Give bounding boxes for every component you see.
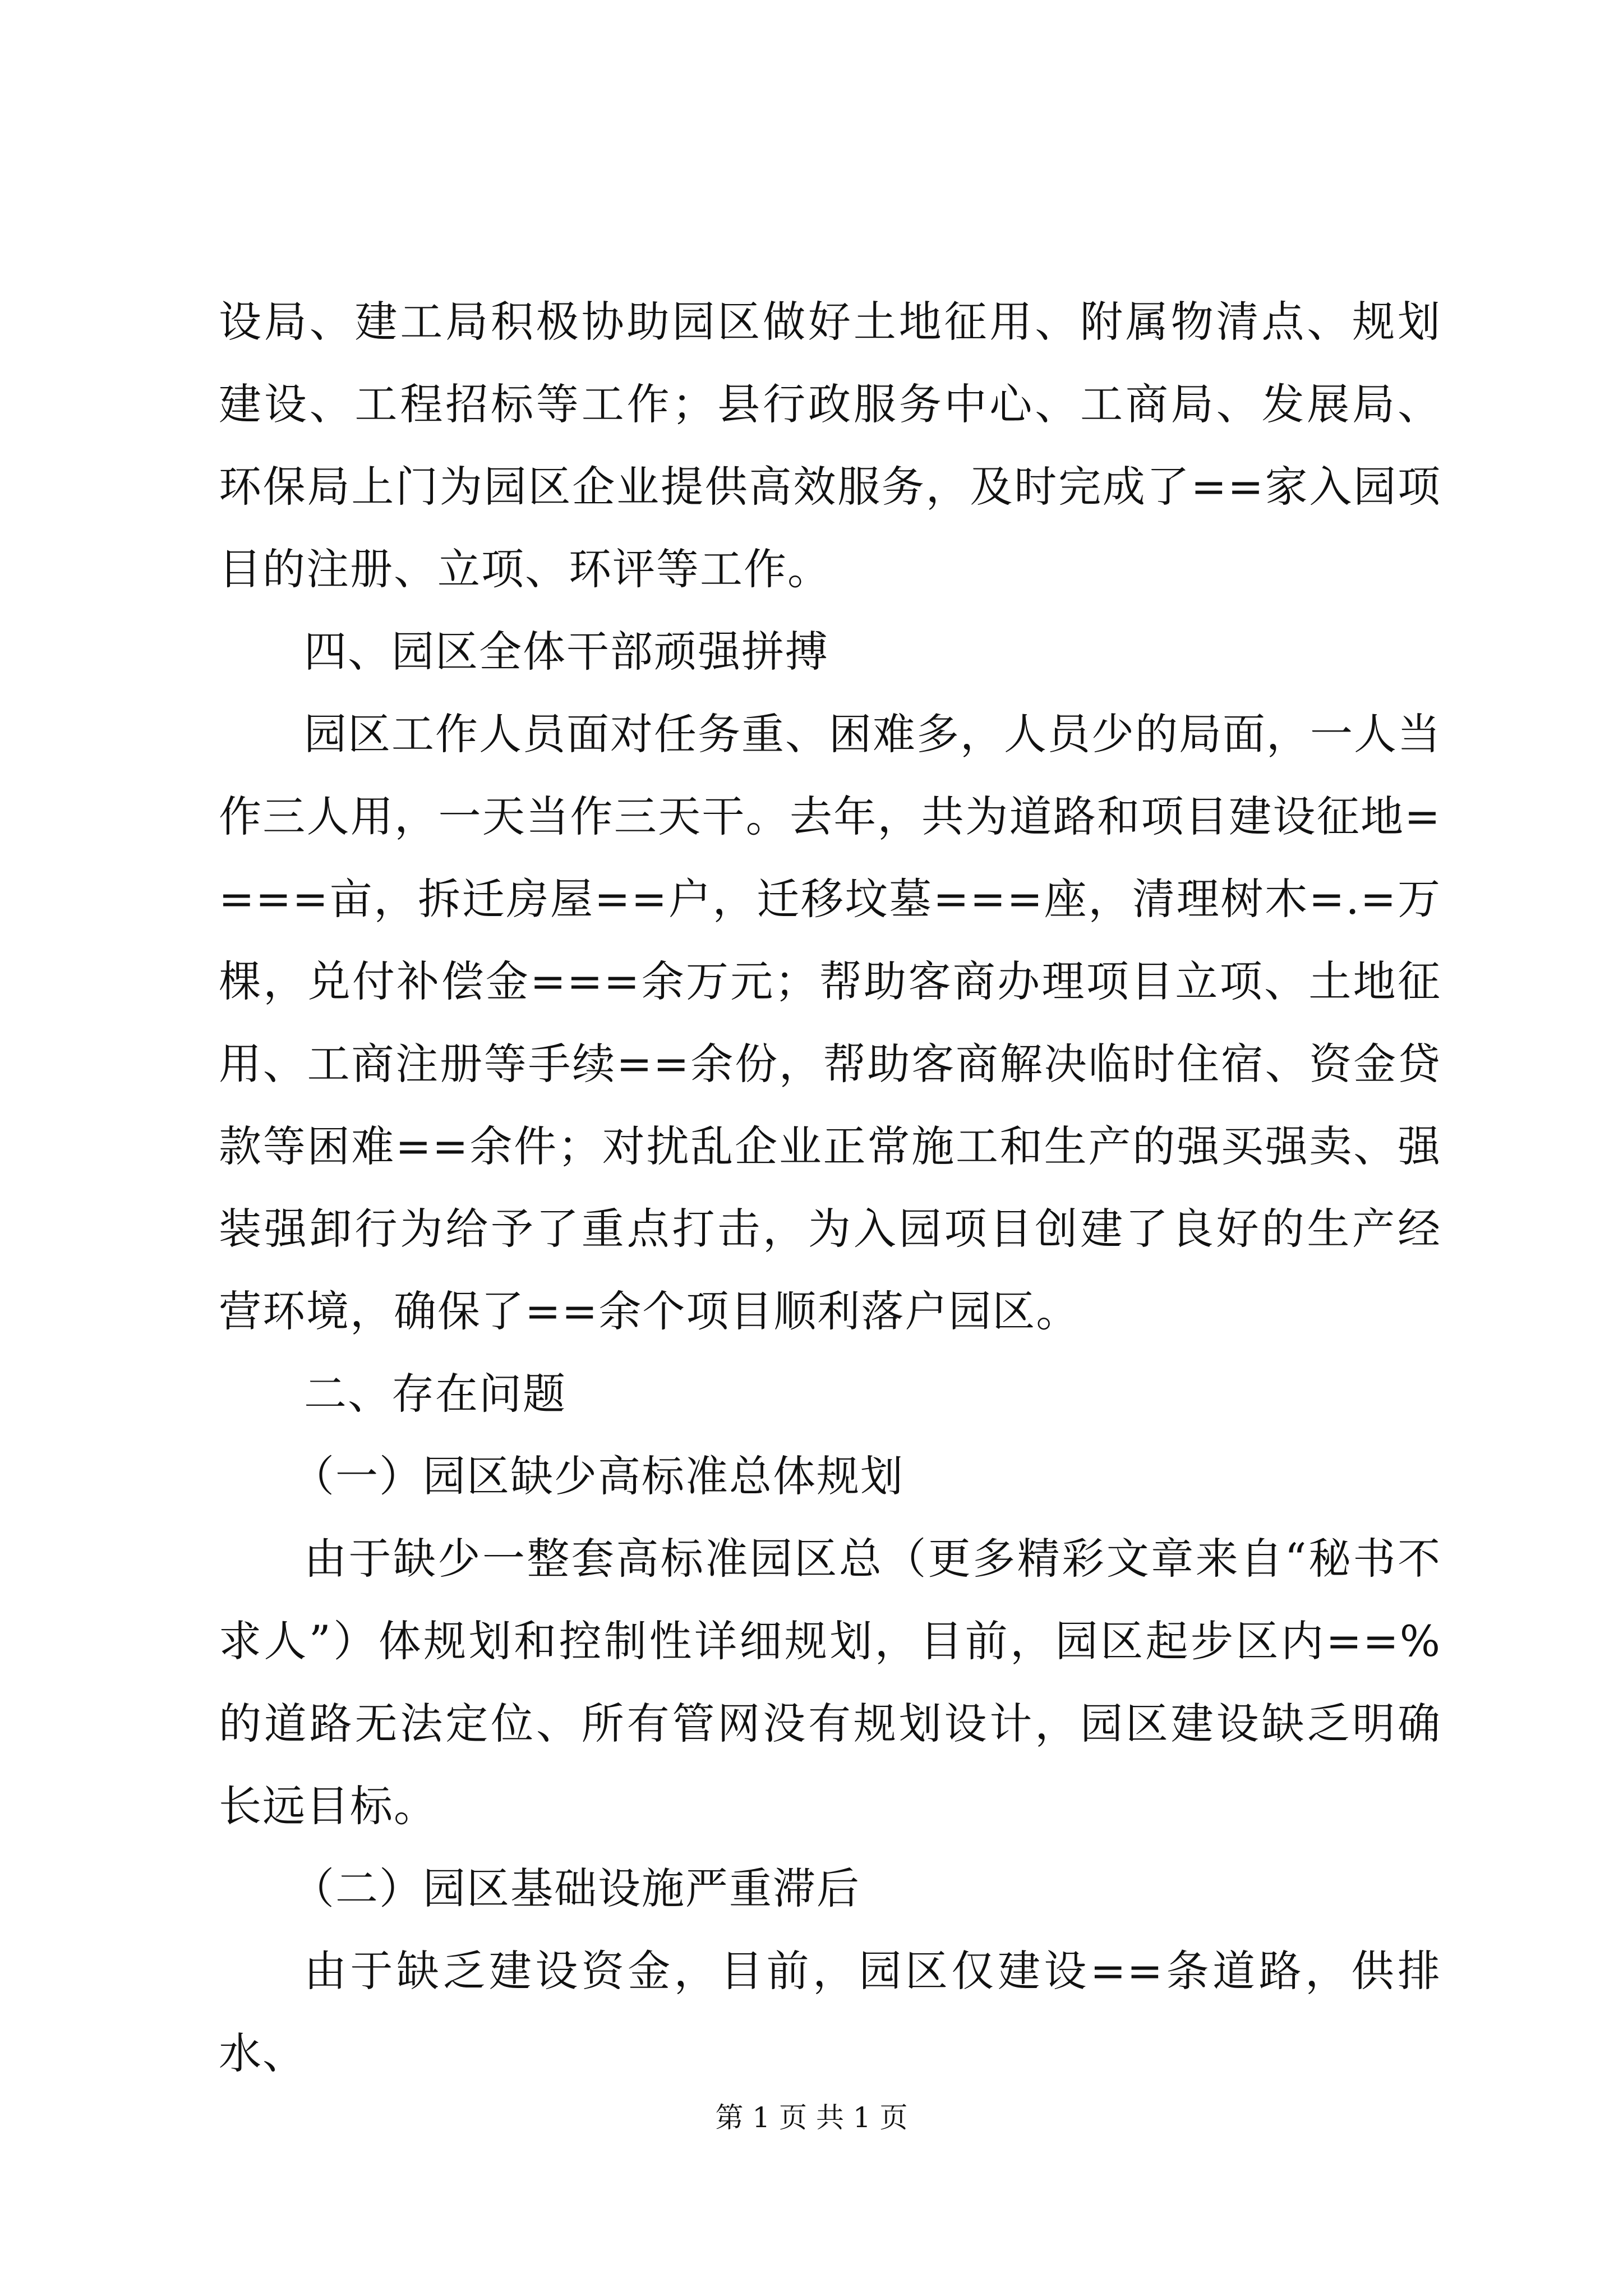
sub-heading-infrastructure: （二）园区基础设施严重滞后: [292, 1864, 860, 1913]
section-heading-four: 四、园区全体干部顽强拼搏: [304, 627, 829, 677]
sub-heading-planning: （一）园区缺少高标准总体规划: [292, 1451, 904, 1501]
paragraph-continuation: 设局、建工局积极协助园区做好土地征用、附属物清点、规划建设、工程招标等工作；县行政服务中心、工商局、发展局、环保局上门为园区企业提供高效服务，及时完成了==家入园项目的注册、立项、环评等工作。: [219, 297, 1441, 594]
paragraph-body: 由于缺乏建设资金，目前，园区仅建设==条道路，供排水、: [219, 1946, 1441, 2078]
section-heading-problems: 二、存在问题: [304, 1369, 566, 1419]
page-footer: 第 1 页 共 1 页: [715, 2101, 908, 2134]
paragraph-body: 园区工作人员面对任务重、困难多，人员少的局面，一人当作三人用，一天当作三天干。去年，共为道路和项目建设征地====亩，拆迁房屋==户，迁移坟墓===座，清理树木=.=万棵，兑付补偿金===余万元；帮助客商办理项目立项、土地征用、工商注册等手续==余份，帮助客商解决临时住宿、资金贷款等困难==余件；对扰乱企业正常施工和生产的强买强卖、强装强卸行为给予了重点打击，为入园项目创建了良好的生产经营环境，确保了==余个项目顺利落户园区。: [219, 709, 1441, 1336]
document-body: [219, 280, 1441, 2095]
paragraph-body: 由于缺少一整套高标准园区总（更多精彩文章来自“秘书不求人”）体规划和控制性详细规划，目前，园区起步区内==%的道路无法定位、所有管网没有规划设计，园区建设缺乏明确长远目标。: [219, 1534, 1441, 1831]
